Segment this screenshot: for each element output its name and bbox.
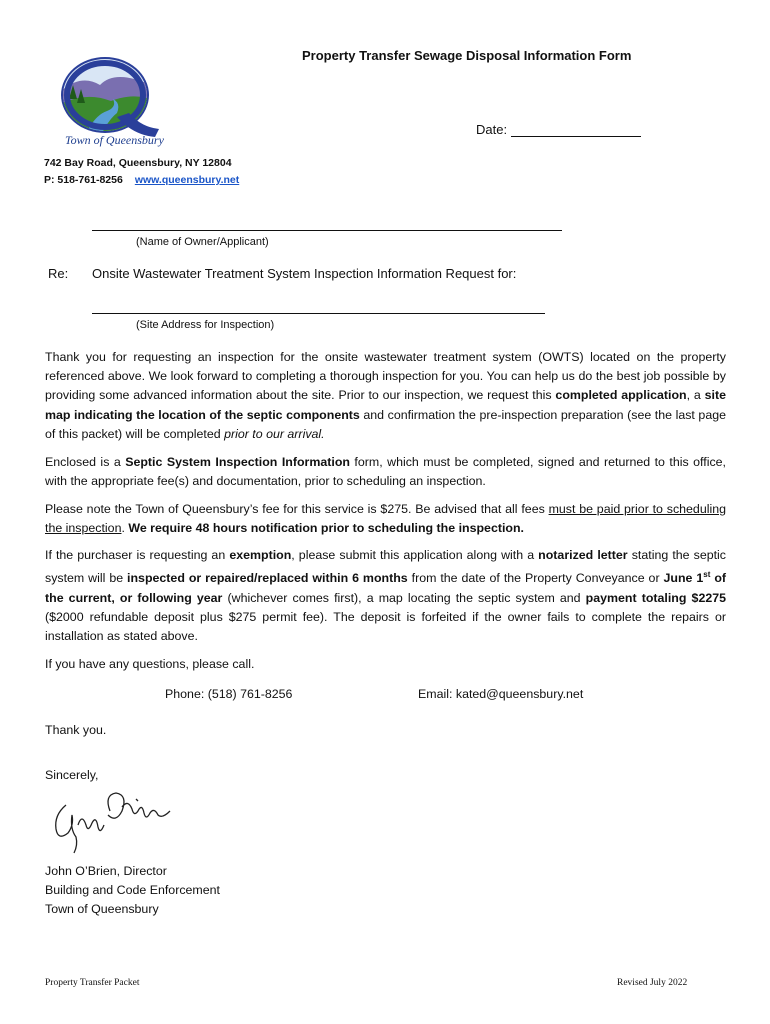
re-subject: Onsite Wastewater Treatment System Inspection Information Request for: (92, 266, 517, 281)
paragraph-intro: Thank you for requesting an inspection for the onsite wastewater treatment system (OWTS) located on the property referenced above. We look forward to completing a thorough inspection for you. You can help us do the best job possible by providing some advanced information about the site. Prior to our inspection, we request this completed application, a site map indicating the location of the septic components and confirmation the pre-inspection preparation (see the last page of this packet) will be completed prior to our arrival. (45, 350, 727, 441)
paragraph-exemption: If the purchaser is requesting an exemption, please submit this application along with a notarized letter stating the septic system will be inspected or repaired/replaced within 6 months from the date of the Property Conveyance or June 1st of the current, or following year (whichever comes first), a map locating the septic system and payment totaling $2275 ($2000 refundable deposit plus $275 permit fee). The deposit is forfeited if the owner fails to complete the repairs or installation as stated above. (45, 548, 727, 643)
date-blank[interactable] (511, 123, 641, 137)
footer-left: Property Transfer Packet (45, 978, 140, 988)
signer-town: Town of Queensbury (45, 902, 159, 917)
address-block (44, 155, 239, 189)
site-address-line[interactable] (92, 313, 545, 314)
signature-block (45, 862, 220, 920)
re-label: Re: (48, 266, 69, 281)
phone-number: P: 518-761-8256 (44, 174, 123, 186)
handwritten-signature (48, 785, 188, 855)
paragraph-fee: Please note the Town of Queensbury’s fee for this service is $275. Be advised that all fees must be paid prior to scheduling the inspection. We require 48 hours notification prior to scheduling the inspection. (45, 502, 726, 536)
thank-you: Thank you. (45, 723, 107, 737)
form-title: Property Transfer Sewage Disposal Information Form (302, 48, 632, 63)
signer-name: John O’Brien, Director (45, 864, 167, 878)
signer-department: Building and Code Enforcement (45, 883, 220, 898)
logo-q-mark (55, 55, 165, 137)
logo-caption: Town of Queensbury (65, 133, 164, 147)
street-address: 742 Bay Road, Queensbury, NY 12804 (44, 157, 232, 169)
owner-name-line[interactable] (92, 230, 562, 231)
closing: Sincerely, (45, 768, 99, 782)
paragraph-questions: If you have any questions, please call. (45, 657, 255, 671)
date-field (476, 122, 641, 137)
paragraph-enclosed: Enclosed is a Septic System Inspection Information form, which must be completed, signed and returned to this office, with the appropriate fee(s) and documentation, prior to scheduling an inspection. (45, 455, 726, 489)
contact-email: Email: kated@queensbury.net (418, 687, 584, 701)
website-link[interactable]: www.queensbury.net (134, 174, 240, 186)
contact-line (44, 172, 239, 189)
footer-right: Revised July 2022 (617, 978, 688, 988)
owner-caption: (Name of Owner/Applicant) (136, 236, 269, 248)
contact-phone: Phone: (518) 761-8256 (165, 687, 293, 701)
site-caption: (Site Address for Inspection) (136, 319, 275, 331)
date-label: Date: (476, 122, 508, 137)
